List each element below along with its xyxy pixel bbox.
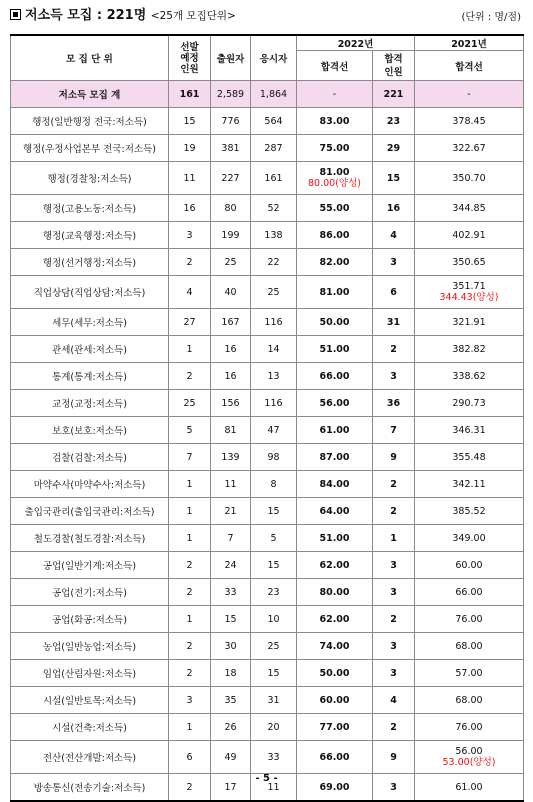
header-examinees: 응시자 xyxy=(251,35,297,81)
row-cutoff-2021: 68.00 xyxy=(415,687,524,714)
row-passed: 2 xyxy=(373,606,415,633)
header-year-2022: 2022년 xyxy=(297,35,415,51)
row-examinees: 14 xyxy=(251,336,297,363)
row-cutoff-2022: 86.00 xyxy=(297,222,373,249)
row-cutoff-2022: 82.00 xyxy=(297,249,373,276)
row-passed: 3 xyxy=(373,363,415,390)
table-row xyxy=(11,714,524,741)
row-name: 행정(일반행정 전국:저소득) xyxy=(11,108,169,135)
row-cutoff-2022: 51.00 xyxy=(297,525,373,552)
row-planned: 1 xyxy=(169,606,211,633)
header-cutoff-2022: 합격선 xyxy=(297,51,373,81)
row-cutoff-2021: 344.85 xyxy=(415,195,524,222)
row-passed: 3 xyxy=(373,774,415,802)
total-row xyxy=(11,81,524,108)
total-planned: 161 xyxy=(169,81,211,108)
row-planned: 1 xyxy=(169,498,211,525)
row-planned: 7 xyxy=(169,444,211,471)
row-name: 공업(전기:저소득) xyxy=(11,579,169,606)
total-passed: 221 xyxy=(373,81,415,108)
row-examinees: 15 xyxy=(251,498,297,525)
row-name: 행정(경찰청:저소득) xyxy=(11,162,169,195)
row-planned: 4 xyxy=(169,276,211,309)
row-applicants: 81 xyxy=(211,417,251,444)
total-name: 저소득 모집 계 xyxy=(11,81,169,108)
row-examinees: 287 xyxy=(251,135,297,162)
row-cutoff-2021: 290.73 xyxy=(415,390,524,417)
recruitment-table xyxy=(10,34,524,802)
table-row xyxy=(11,660,524,687)
table-row xyxy=(11,741,524,774)
row-cutoff-2022: 56.00 xyxy=(297,390,373,417)
table-row xyxy=(11,108,524,135)
row-planned: 2 xyxy=(169,363,211,390)
row-name: 세무(세무:저소득) xyxy=(11,309,169,336)
table-row xyxy=(11,687,524,714)
table-row xyxy=(11,444,524,471)
table-row xyxy=(11,249,524,276)
row-planned: 19 xyxy=(169,135,211,162)
table-row xyxy=(11,363,524,390)
row-passed: 6 xyxy=(373,276,415,309)
row-applicants: 49 xyxy=(211,741,251,774)
table-row xyxy=(11,633,524,660)
header-unit: 모 집 단 위 xyxy=(11,35,169,81)
row-cutoff-2021: 378.45 xyxy=(415,108,524,135)
table-row xyxy=(11,552,524,579)
row-cutoff-2022: 61.00 xyxy=(297,417,373,444)
section-title xyxy=(10,4,236,23)
row-applicants: 33 xyxy=(211,579,251,606)
header-planned: 선발 예정 인원 xyxy=(169,35,211,81)
row-planned: 6 xyxy=(169,741,211,774)
gender-balance-cutoff: 53.00(양성) xyxy=(442,757,496,768)
row-passed: 9 xyxy=(373,444,415,471)
row-name: 농업(일반농업:저소득) xyxy=(11,633,169,660)
total-applicants: 2,589 xyxy=(211,81,251,108)
row-examinees: 22 xyxy=(251,249,297,276)
row-applicants: 16 xyxy=(211,336,251,363)
row-passed: 3 xyxy=(373,249,415,276)
row-examinees: 98 xyxy=(251,444,297,471)
row-passed: 2 xyxy=(373,714,415,741)
row-planned: 2 xyxy=(169,579,211,606)
row-examinees: 138 xyxy=(251,222,297,249)
row-examinees: 13 xyxy=(251,363,297,390)
row-examinees: 33 xyxy=(251,741,297,774)
row-name: 시설(건축:저소득) xyxy=(11,714,169,741)
row-cutoff-2022: 50.00 xyxy=(297,309,373,336)
row-examinees: 116 xyxy=(251,390,297,417)
table-row xyxy=(11,525,524,552)
row-name: 시설(일반토목:저소득) xyxy=(11,687,169,714)
row-applicants: 16 xyxy=(211,363,251,390)
row-cutoff-2022: 75.00 xyxy=(297,135,373,162)
row-name: 행정(우정사업본부 전국:저소득) xyxy=(11,135,169,162)
table-row xyxy=(11,606,524,633)
row-examinees: 116 xyxy=(251,309,297,336)
row-cutoff-2022: 84.00 xyxy=(297,471,373,498)
row-cutoff-2022: 74.00 xyxy=(297,633,373,660)
row-applicants: 30 xyxy=(211,633,251,660)
row-applicants: 24 xyxy=(211,552,251,579)
row-applicants: 227 xyxy=(211,162,251,195)
row-name: 직업상담(직업상담:저소득) xyxy=(11,276,169,309)
row-cutoff-2021: 346.31 xyxy=(415,417,524,444)
row-name: 교정(교정:저소득) xyxy=(11,390,169,417)
row-passed: 3 xyxy=(373,660,415,687)
square-bullet-icon xyxy=(10,9,21,20)
row-applicants: 167 xyxy=(211,309,251,336)
row-applicants: 21 xyxy=(211,498,251,525)
row-passed: 2 xyxy=(373,471,415,498)
row-cutoff-2021: 350.70 xyxy=(415,162,524,195)
row-cutoff-2021: 349.00 xyxy=(415,525,524,552)
row-cutoff-2021: 350.65 xyxy=(415,249,524,276)
header-year-2021: 2021년 xyxy=(415,35,524,51)
table-row xyxy=(11,276,524,309)
row-cutoff-2021: 402.91 xyxy=(415,222,524,249)
table-row xyxy=(11,336,524,363)
row-planned: 1 xyxy=(169,471,211,498)
row-cutoff-2022: 66.00 xyxy=(297,363,373,390)
table-row xyxy=(11,579,524,606)
gender-balance-cutoff: 344.43(양성) xyxy=(439,292,499,303)
table-row xyxy=(11,222,524,249)
table-row xyxy=(11,417,524,444)
table-row xyxy=(11,162,524,195)
row-cutoff-2021: 338.62 xyxy=(415,363,524,390)
row-examinees: 8 xyxy=(251,471,297,498)
row-passed: 7 xyxy=(373,417,415,444)
row-name: 행정(선거행정:저소득) xyxy=(11,249,169,276)
unit-note: (단위 : 명/점) xyxy=(461,12,521,23)
row-passed: 3 xyxy=(373,552,415,579)
row-cutoff-2022: 51.00 xyxy=(297,336,373,363)
row-passed: 2 xyxy=(373,336,415,363)
row-applicants: 139 xyxy=(211,444,251,471)
row-name: 행정(고용노동:저소득) xyxy=(11,195,169,222)
row-cutoff-2021: 66.00 xyxy=(415,579,524,606)
row-name: 행정(교육행정:저소득) xyxy=(11,222,169,249)
row-name: 통계(통계:저소득) xyxy=(11,363,169,390)
row-planned: 2 xyxy=(169,633,211,660)
row-examinees: 161 xyxy=(251,162,297,195)
total-cutoff-2021: - xyxy=(415,81,524,108)
gender-balance-cutoff: 80.00(양성) xyxy=(308,178,361,189)
row-planned: 2 xyxy=(169,249,211,276)
table-row xyxy=(11,195,524,222)
row-name: 공업(일반기계:저소득) xyxy=(11,552,169,579)
row-applicants: 18 xyxy=(211,660,251,687)
row-examinees: 15 xyxy=(251,552,297,579)
row-planned: 2 xyxy=(169,660,211,687)
row-examinees: 25 xyxy=(251,276,297,309)
row-applicants: 199 xyxy=(211,222,251,249)
row-cutoff-2021: 342.11 xyxy=(415,471,524,498)
row-name: 철도경찰(철도경찰:저소득) xyxy=(11,525,169,552)
row-name: 관세(관세:저소득) xyxy=(11,336,169,363)
row-name: 마약수사(마약수사:저소득) xyxy=(11,471,169,498)
row-examinees: 47 xyxy=(251,417,297,444)
row-cutoff-2022: 66.00 xyxy=(297,741,373,774)
row-cutoff-2021: 61.00 xyxy=(415,774,524,802)
row-planned: 15 xyxy=(169,108,211,135)
table-row xyxy=(11,390,524,417)
row-passed: 16 xyxy=(373,195,415,222)
row-cutoff-2021: 382.82 xyxy=(415,336,524,363)
row-passed: 3 xyxy=(373,633,415,660)
row-examinees: 11 xyxy=(251,774,297,802)
row-planned: 3 xyxy=(169,687,211,714)
row-passed: 3 xyxy=(373,579,415,606)
row-name: 임업(산림자원:저소득) xyxy=(11,660,169,687)
row-passed: 4 xyxy=(373,687,415,714)
row-name: 보호(보호:저소득) xyxy=(11,417,169,444)
row-passed: 2 xyxy=(373,498,415,525)
row-planned: 2 xyxy=(169,552,211,579)
row-passed: 23 xyxy=(373,108,415,135)
row-applicants: 17 xyxy=(211,774,251,802)
row-applicants: 80 xyxy=(211,195,251,222)
row-cutoff-2021: 351.71 344.43(양성) xyxy=(415,276,524,309)
row-cutoff-2021: 322.67 xyxy=(415,135,524,162)
section-title-sub: <25개 모집단위> xyxy=(150,10,236,22)
row-planned: 1 xyxy=(169,714,211,741)
row-passed: 36 xyxy=(373,390,415,417)
row-applicants: 156 xyxy=(211,390,251,417)
row-examinees: 5 xyxy=(251,525,297,552)
row-passed: 31 xyxy=(373,309,415,336)
row-applicants: 7 xyxy=(211,525,251,552)
row-examinees: 23 xyxy=(251,579,297,606)
row-applicants: 776 xyxy=(211,108,251,135)
row-cutoff-2021: 60.00 xyxy=(415,552,524,579)
row-name: 검찰(검찰:저소득) xyxy=(11,444,169,471)
row-cutoff-2022: 77.00 xyxy=(297,714,373,741)
row-cutoff-2021: 385.52 xyxy=(415,498,524,525)
row-examinees: 31 xyxy=(251,687,297,714)
row-planned: 1 xyxy=(169,525,211,552)
row-applicants: 26 xyxy=(211,714,251,741)
section-title-main: 저소득 모집 : 221명 xyxy=(25,8,147,23)
row-cutoff-2022: 62.00 xyxy=(297,552,373,579)
row-cutoff-2022: 87.00 xyxy=(297,444,373,471)
row-planned: 16 xyxy=(169,195,211,222)
row-cutoff-2022: 62.00 xyxy=(297,606,373,633)
total-cutoff-2022: - xyxy=(297,81,373,108)
row-cutoff-2021: 321.91 xyxy=(415,309,524,336)
row-cutoff-2021: 76.00 xyxy=(415,606,524,633)
row-planned: 3 xyxy=(169,222,211,249)
row-name: 전산(전산개발:저소득) xyxy=(11,741,169,774)
row-examinees: 564 xyxy=(251,108,297,135)
row-cutoff-2022: 60.00 xyxy=(297,687,373,714)
row-passed: 9 xyxy=(373,741,415,774)
row-cutoff-2021: 355.48 xyxy=(415,444,524,471)
row-passed: 4 xyxy=(373,222,415,249)
row-cutoff-2022: 69.00 xyxy=(297,774,373,802)
row-cutoff-2021: 56.00 53.00(양성) xyxy=(415,741,524,774)
row-passed: 15 xyxy=(373,162,415,195)
row-applicants: 11 xyxy=(211,471,251,498)
row-planned: 2 xyxy=(169,774,211,802)
row-examinees: 10 xyxy=(251,606,297,633)
row-cutoff-2022: 83.00 xyxy=(297,108,373,135)
row-planned: 1 xyxy=(169,336,211,363)
row-cutoff-2021: 68.00 xyxy=(415,633,524,660)
row-name: 방송통신(전송기술:저소득) xyxy=(11,774,169,802)
row-planned: 25 xyxy=(169,390,211,417)
table-row xyxy=(11,135,524,162)
row-applicants: 25 xyxy=(211,249,251,276)
row-examinees: 15 xyxy=(251,660,297,687)
row-applicants: 40 xyxy=(211,276,251,309)
total-examinees: 1,864 xyxy=(251,81,297,108)
page-number: - 5 - xyxy=(255,773,278,784)
row-planned: 11 xyxy=(169,162,211,195)
row-cutoff-2022: 81.00 xyxy=(297,276,373,309)
row-examinees: 52 xyxy=(251,195,297,222)
header-passed: 합격 인원 xyxy=(373,51,415,81)
row-cutoff-2022: 81.00 80.00(양성) xyxy=(297,162,373,195)
row-cutoff-2022: 64.00 xyxy=(297,498,373,525)
page-header xyxy=(10,2,523,26)
row-name: 출입국관리(출입국관리:저소득) xyxy=(11,498,169,525)
table-row xyxy=(11,498,524,525)
row-planned: 27 xyxy=(169,309,211,336)
row-passed: 1 xyxy=(373,525,415,552)
row-cutoff-2022: 50.00 xyxy=(297,660,373,687)
row-examinees: 20 xyxy=(251,714,297,741)
row-examinees: 25 xyxy=(251,633,297,660)
row-cutoff-2021: 57.00 xyxy=(415,660,524,687)
row-applicants: 15 xyxy=(211,606,251,633)
row-planned: 5 xyxy=(169,417,211,444)
header-applicants: 출원자 xyxy=(211,35,251,81)
row-applicants: 381 xyxy=(211,135,251,162)
row-cutoff-2022: 80.00 xyxy=(297,579,373,606)
row-applicants: 35 xyxy=(211,687,251,714)
table-row xyxy=(11,471,524,498)
row-cutoff-2021: 76.00 xyxy=(415,714,524,741)
row-name: 공업(화공:저소득) xyxy=(11,606,169,633)
table-row xyxy=(11,309,524,336)
row-passed: 29 xyxy=(373,135,415,162)
row-cutoff-2022: 55.00 xyxy=(297,195,373,222)
header-cutoff-2021: 합격선 xyxy=(415,51,524,81)
